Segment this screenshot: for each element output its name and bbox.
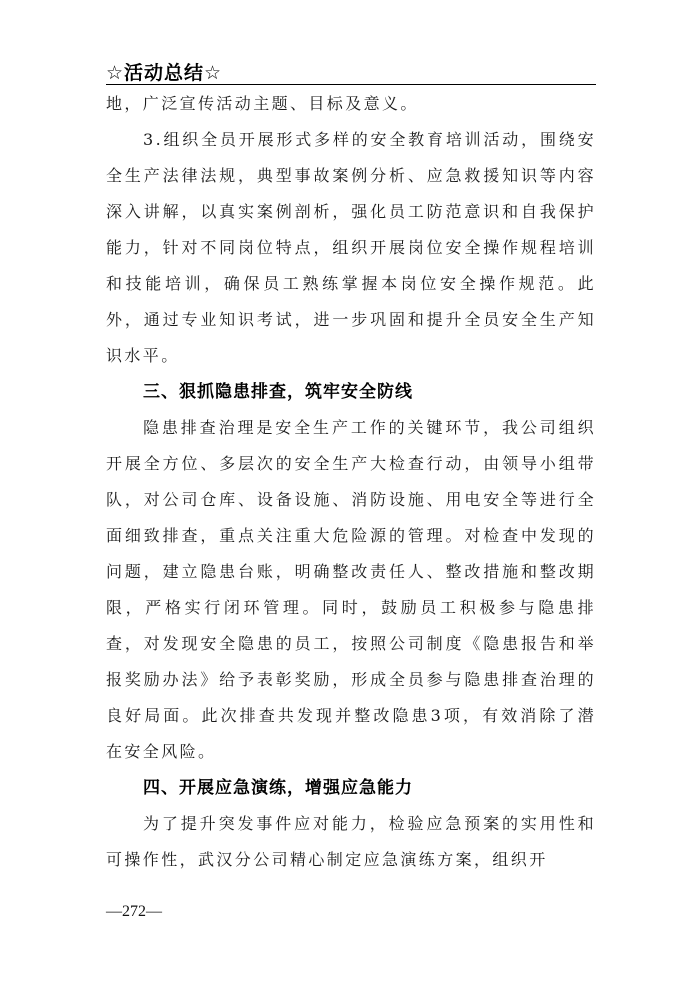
section-heading-hazard-inspection: 三、狠抓隐患排查，筑牢安全防线: [143, 382, 413, 402]
running-header-title: ☆活动总结☆: [106, 62, 223, 84]
header-divider: [106, 84, 596, 85]
section-heading-emergency-drill: 四、开展应急演练，增强应急能力: [143, 778, 413, 798]
document-body: [106, 86, 596, 878]
paragraph-emergency-drill: 为了提升突发事件应对能力，检验应急预案的实用性和可操作性，武汉分公司精心制定应急演练方案，组织开: [106, 814, 596, 869]
page-number: —272—: [106, 903, 162, 920]
paragraph-hazard-inspection: 隐患排查治理是安全生产工作的关键环节，我公司组织开展全方位、多层次的安全生产大检查行动，由领导小组带队，对公司仓库、设备设施、消防设施、用电安全等进行全面细致排查，重点关注重大危险源的管理。对检查中发现的问题，建立隐患台账，明确整改责任人、整改措施和整改期限，严格实行闭环管理。同时，鼓励员工积极参与隐患排查，对发现安全隐患的员工，按照公司制度《隐患报告和举报奖励办法》给予表彰奖励，形成全员参与隐患排查治理的良好局面。此次排查共发现并整改隐患3项，有效消除了潜在安全风险。: [106, 418, 596, 761]
paragraph-continuation: 地，广泛宣传活动主题、目标及意义。: [106, 94, 419, 113]
paragraph-training: 3.组织全员开展形式多样的安全教育培训活动，围绕安全生产法律法规，典型事故案例分析、应急救援知识等内容深入讲解，以真实案例剖析，强化员工防范意识和自我保护能力，针对不同岗位特点，组织开展岗位安全操作规程培训和技能培训，确保员工熟练掌握本岗位安全操作规范。此外，通过专业知识考试，进一步巩固和提升全员安全生产知识水平。: [106, 130, 596, 365]
